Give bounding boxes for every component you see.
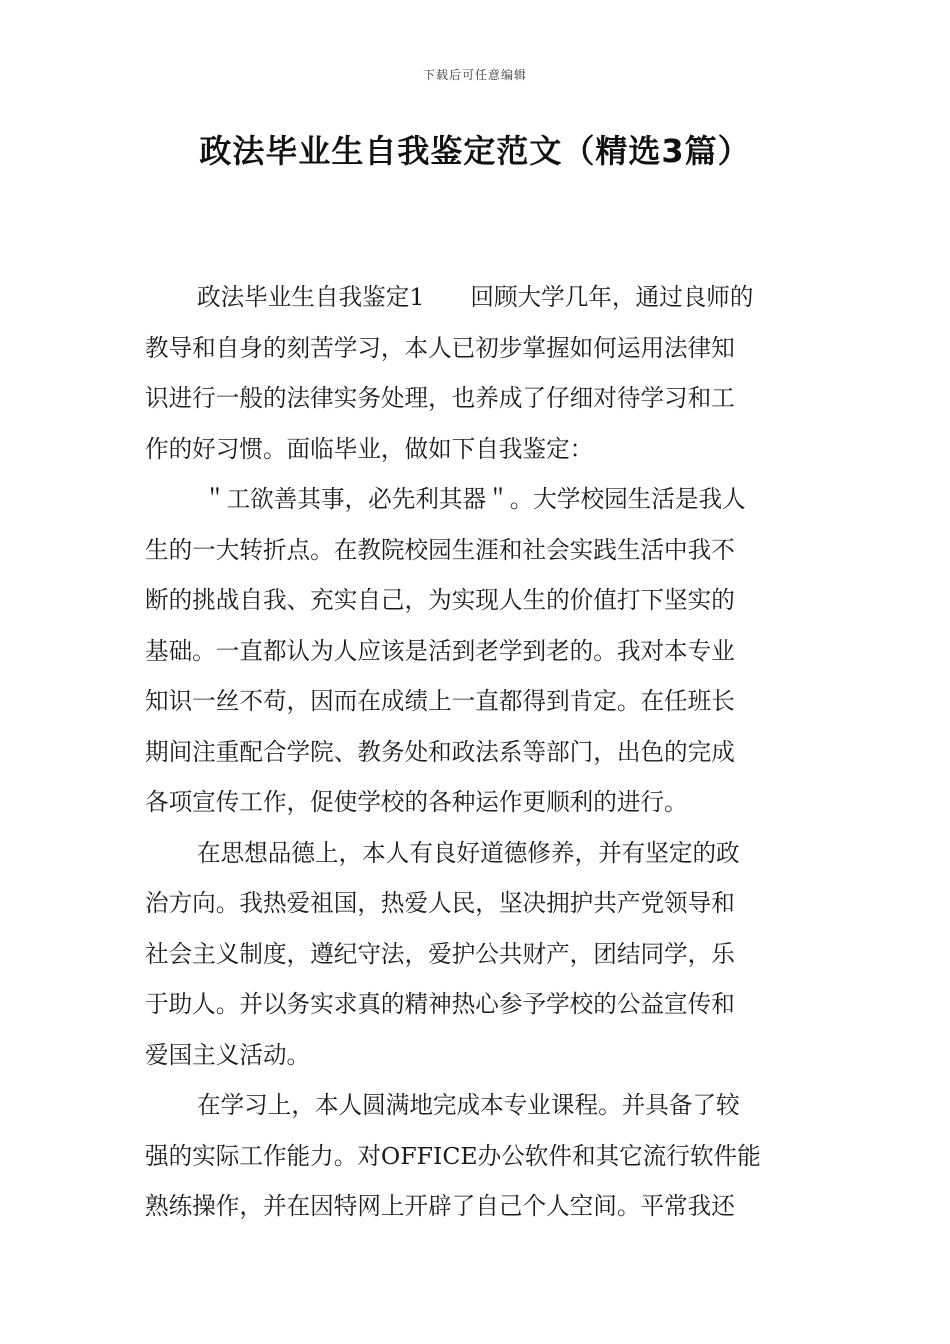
paragraph-2 (145, 474, 807, 828)
paragraph-line: 期间注重配合学院、教务处和政法系等部门，出色的完成 (145, 737, 735, 766)
paragraph-line: 断的挑战自我、充实自己，为实现人生的价值打下坚实的 (145, 586, 735, 614)
paragraph-line: 治方向。我热爱祖国，热爱人民，坚决拥护共产党领导和 (145, 889, 735, 917)
paragraph-line: 教导和自身的刻苦学习，本人已初步掌握如何运用法律知 (145, 333, 735, 362)
paragraph-line: 各项宣传工作，促使学校的各种运作更顺利的进行。 (145, 788, 688, 816)
paragraph-3 (145, 828, 807, 1081)
section-heading: 政法毕业生自我鉴定1 (197, 283, 425, 311)
paragraph-line: 政法毕业生自我鉴定1 回顾大学几年，通过良师的 (197, 283, 754, 311)
paragraph-line: 社会主义制度，遵纪守法，爱护公共财产，团结同学，乐 (145, 939, 735, 968)
header-note: 下载后可任意编辑 (422, 68, 527, 82)
paragraph-line: ＂工欲善其事，必先利其器＂。大学校园生活是我人 (203, 485, 746, 513)
paragraph-1 (145, 272, 807, 474)
paragraph-line: 在思想品德上，本人有良好道德修养，并有坚定的政 (197, 838, 740, 867)
paragraph-line: 强的实际工作能力。对OFFICE办公软件和其它流行软件能 (145, 1141, 761, 1170)
document-body (145, 272, 807, 1232)
paragraph-4 (145, 1080, 807, 1232)
paragraph-line: 于助人。并以务实求真的精神热心参予学校的公益宣传和 (145, 990, 735, 1018)
paragraph-line: 基础。一直都认为人应该是活到老学到老的。我对本专业 (145, 636, 735, 665)
paragraph-line: 作的好习惯。面临毕业，做如下自我鉴定： (145, 434, 594, 463)
paragraph-line: 爱国主义活动。 (145, 1040, 311, 1069)
paragraph-line: 在学习上，本人圆满地完成本专业课程。并具备了较 (197, 1091, 740, 1119)
paragraph-line: 知识一丝不苟，因而在成绩上一直都得到肯定。在任班长 (145, 687, 735, 715)
paragraph-line: 熟练操作，并在因特网上开辟了自己个人空间。平常我还 (145, 1192, 735, 1220)
document-title: 政法毕业生自我鉴定范文（精选3篇） (199, 132, 751, 170)
paragraph-line: 生的一大转折点。在教院校园生涯和社会实践生活中我不 (145, 535, 735, 564)
paragraph-line: 识进行一般的法律实务处理，也养成了仔细对待学习和工 (145, 384, 735, 412)
